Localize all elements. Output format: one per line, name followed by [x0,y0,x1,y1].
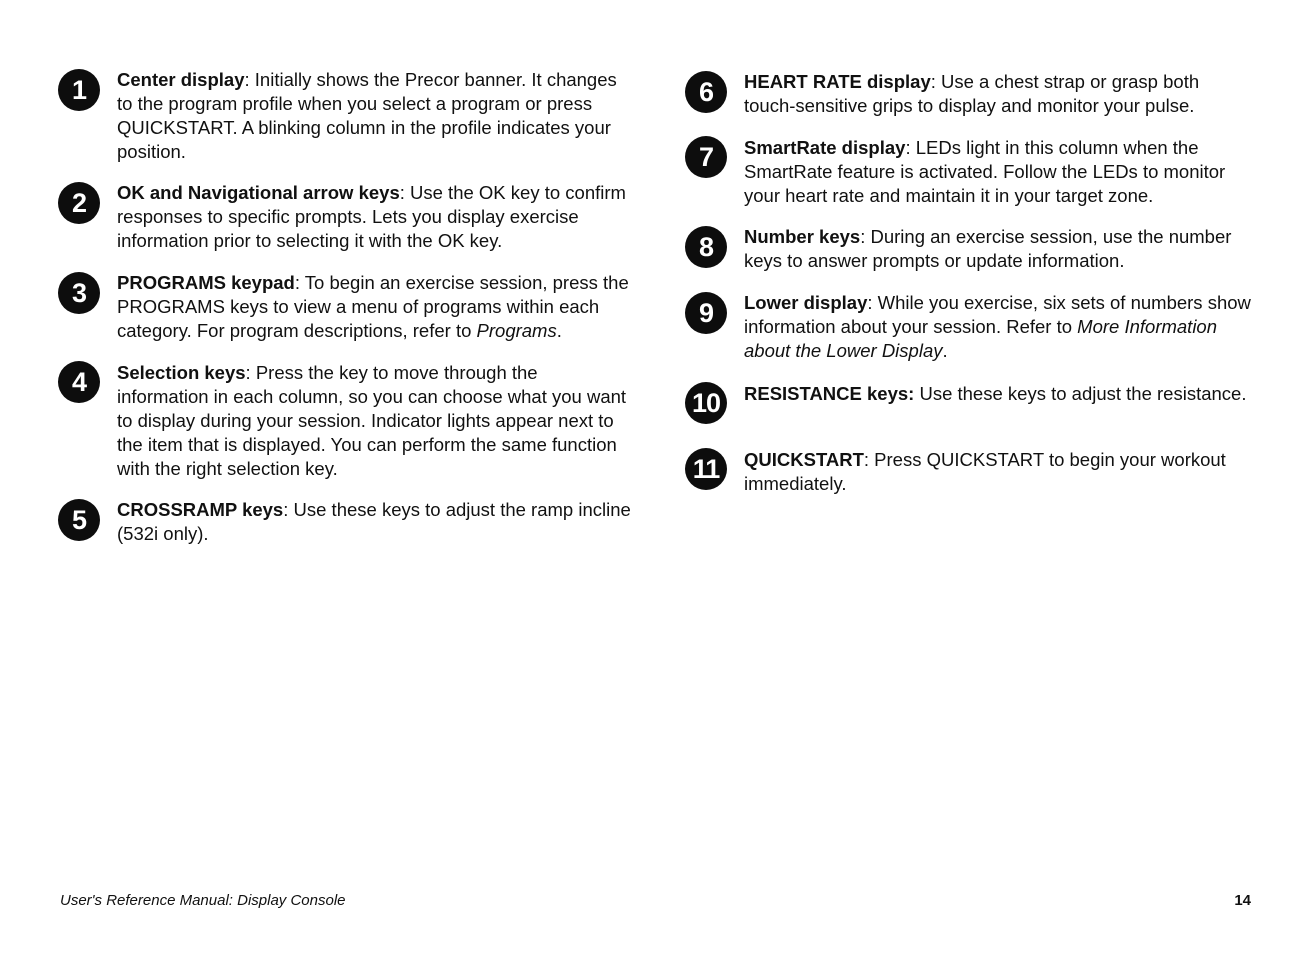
footer-document-title: User's Reference Manual: Display Console [60,892,346,909]
callout-description [744,225,1254,273]
callout-term: Number keys [744,226,861,247]
callout-term: SmartRate display [744,137,906,158]
callout-number-badge: 10 [685,382,727,424]
callout-term: CROSSRAMP keys [117,499,284,520]
cross-reference: Programs [476,320,557,341]
callout-description [744,448,1254,496]
callout-number-badge: 7 [685,136,727,178]
callout-term: HEART RATE display [744,71,931,92]
callout-tail: . [942,340,948,361]
callout-number-badge: 5 [58,499,100,541]
page-number: 14 [1234,892,1251,909]
callout-term: OK and Navigational arrow keys [117,182,400,203]
callout-body: : Initially shows the Precor banner. It changes to the program profile when you select a program or press QUICKSTART. A blinking column in the profile indicates your position. [117,69,617,162]
callout-description [117,498,632,546]
callout-term: Center display [117,69,245,90]
callout-description [117,361,632,481]
callout-body: : Use a chest strap or grasp both touch-sensitive grips to display and monitor your pulse. [744,71,1200,116]
callout-description [744,382,1254,406]
callout-number-badge: 1 [58,69,100,111]
callout-number-badge: 11 [685,448,727,490]
callout-term: QUICKSTART [744,449,864,470]
callout-number-badge: 6 [685,71,727,113]
callout-body: : Use the OK key to confirm responses to specific prompts. Lets you display exercise information prior to selecting it with the OK key. [117,182,626,251]
cross-reference: More Information about the Lower Display [744,316,1218,361]
callout-body: : During an exercise session, use the number keys to answer prompts or update information. [744,226,1232,271]
callout-description [744,70,1254,118]
callout-term: Lower display [744,292,868,313]
callout-number-badge: 9 [685,292,727,334]
callout-description [117,68,632,164]
callout-number-badge: 4 [58,361,100,403]
callout-body: : LEDs light in this column when the SmartRate feature is activated. Follow the LEDs to monitor your heart rate and maintain it in your target zone. [744,137,1226,206]
callout-number-badge: 3 [58,272,100,314]
callout-body: : Press the key to move through the information in each column, so you can choose what you want to display during your session. Indicator lights appear next to the item that is displayed. You can perform the same function with the right selection key. [117,362,627,479]
callout-description [744,136,1254,208]
callout-body: : To begin an exercise session, press the PROGRAMS keys to view a menu of programs within each category. For program descriptions, refer to [117,272,629,341]
callout-body: : While you exercise, six sets of numbers show information about your session. Refer to [744,292,1251,337]
callout-description [117,181,632,253]
callout-tail: . [556,320,562,341]
callout-number-badge: 2 [58,182,100,224]
callout-body: Use these keys to adjust the resistance. [914,383,1247,404]
callout-number-badge: 8 [685,226,727,268]
callout-term: RESISTANCE keys: [744,383,915,404]
callout-term: PROGRAMS keypad [117,272,295,293]
callout-term: Selection keys [117,362,246,383]
callout-body: : Use these keys to adjust the ramp incline (532i only). [117,499,631,544]
callout-description [117,271,632,343]
callout-body: : Press QUICKSTART to begin your workout immediately. [744,449,1226,494]
callout-description [744,291,1254,363]
